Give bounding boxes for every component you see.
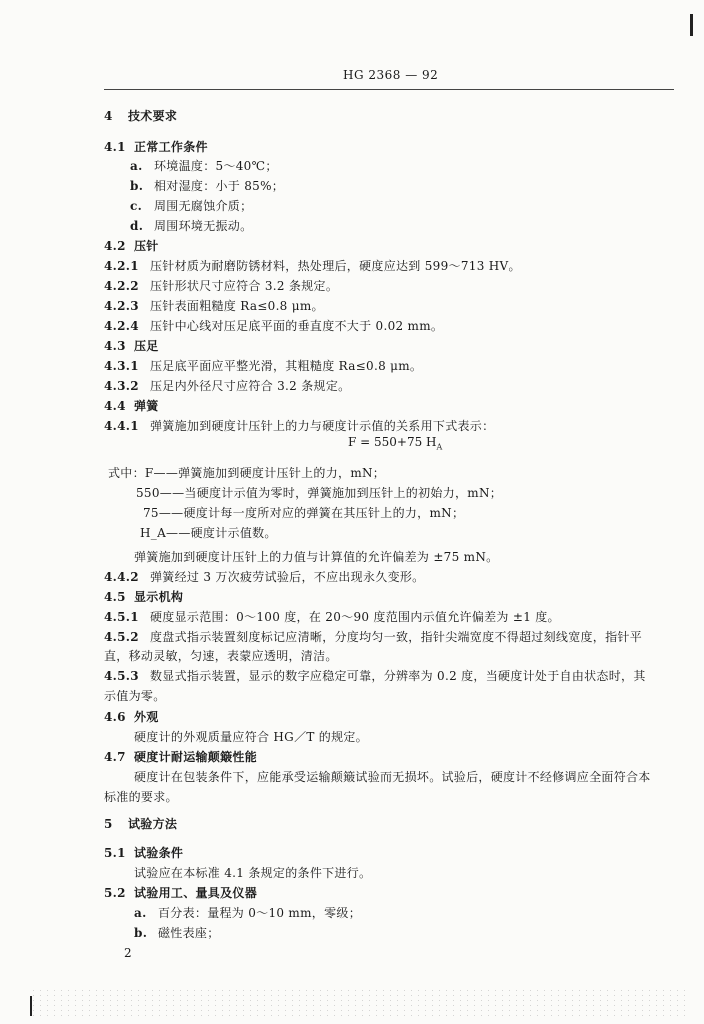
clause-text: 硬度计耐运输颠簸性能 [134,750,258,764]
clause-text: 直，移动灵敏，匀速，表蒙应透明，清洁。 [104,649,338,663]
text-line-w2 [136,485,502,501]
clause-text: 550——当硬度计示值为零时，弹簧施加到压针上的初始力，mN； [136,486,503,500]
clause-number: 5.2 [104,886,126,900]
text-line-s4-1d [130,218,252,234]
clause-text: 试验条件 [134,846,184,860]
text-line-w3 [143,505,464,521]
clause-number: d. [130,219,144,233]
text-line-s4-7 [104,749,257,765]
clause-number: b. [130,179,144,193]
clause-text: 试验用工、量具及仪器 [134,886,258,900]
clause-text: 压针 [134,239,159,253]
text-line-s4-3-1 [104,358,422,374]
clause-number: a. [134,906,147,920]
text-line-s5-2b [134,925,220,941]
text-line-s5-2 [104,885,257,901]
clause-number: c. [130,199,143,213]
clause-number: 4.2.2 [104,279,139,293]
text-line-s4-5-3b [104,688,166,704]
text-line-s4-2-4 [104,318,443,334]
clause-text: 数显式指示装置，显示的数字应稳定可靠，分辨率为 0.2 度，当硬度计处于自由状态时，其 [150,669,646,683]
clause-text: 硬度计的外观质量应符合 HG／T 的规定。 [134,730,368,744]
clause-number: b. [134,926,148,940]
clause-number: 5 [104,817,113,831]
text-line-s5-1 [104,845,183,861]
clause-text: 显示机构 [134,590,184,604]
clause-number: a. [130,159,143,173]
standard-code-header: HG 2368 — 92 [343,68,439,82]
clause-number: 4.5.2 [104,630,139,644]
text-line-s4-2 [104,238,159,254]
clause-text: 弹簧施加到硬度计压针上的力值与计算值的允许偏差为 ±75 mN。 [134,550,499,564]
text-line-s4-2-1 [104,258,521,274]
text-line-s5 [104,816,177,832]
clause-number: 4.3 [104,339,126,353]
text-line-s4-5-2b [104,648,338,664]
formula-subscript: A [436,442,443,452]
text-line-s4-1 [104,139,208,155]
clause-number: 5.1 [104,846,126,860]
page-number: 2 [124,946,132,960]
clause-number: 4.5.3 [104,669,139,683]
clause-text: 压针表面粗糙度 Ra≤0.8 μm。 [150,299,324,313]
clause-text: 压针材质为耐磨防锈材料，热处理后，硬度应达到 599～713 HV。 [150,259,521,273]
clause-number: 4.2.4 [104,319,139,333]
clause-text: 压针中心线对压足底平面的垂直度不大于 0.02 mm。 [150,319,444,333]
text-line-s4 [104,108,177,124]
clause-text: 百分表：量程为 0～10 mm，零级； [158,906,361,920]
clause-text: 示值为零。 [104,689,166,703]
clause-text: 硬度显示范围：0～100 度，在 20～90 度范围内示值允许偏差为 ±1 度。 [150,610,560,624]
text-line-s4-5-1 [104,609,560,625]
clause-text: 标准的要求。 [104,790,178,804]
clause-number: 4.2.3 [104,299,139,313]
clause-text: 压针形状尺寸应符合 3.2 条规定。 [150,279,339,293]
text-line-s4-5-3a [104,668,646,684]
clause-number: 4.4 [104,399,126,413]
clause-text: 度盘式指示装置刻度标记应清晰，分度均匀一致，指针尖端宽度不得超过刻线宽度，指针平 [150,630,643,644]
clause-text: 硬度计在包装条件下，应能承受运输颠簸试验而无损坏。试验后，硬度计不经修调应全面符合本 [134,770,651,784]
text-line-s4-7b [104,789,178,805]
clause-number: 4.5.1 [104,610,139,624]
clause-text: 压足底平面应平整光滑，其粗糙度 Ra≤0.8 μm。 [150,359,423,373]
text-line-s4-3 [104,338,159,354]
text-line-w5 [134,549,498,565]
text-line-s4-5 [104,589,183,605]
clause-number: 4.2.1 [104,259,139,273]
clause-text: 弹簧 [134,399,159,413]
text-line-s5-1t [134,865,371,881]
clause-text: 正常工作条件 [134,140,208,154]
clause-text: 磁性表座； [158,926,220,940]
scan-edge-mark-top [690,14,693,36]
clause-text: 相对湿度：小于 85%； [154,179,285,193]
clause-number: 4.3.2 [104,379,139,393]
text-line-s4-4-1 [104,418,494,434]
header-rule [104,89,674,90]
clause-number: 4.5 [104,590,126,604]
scan-noise [30,988,690,1018]
text-line-s4-6 [104,709,159,725]
text-line-s4-1b [130,178,284,194]
text-line-s5-2a [134,905,361,921]
clause-number: 4.7 [104,750,126,764]
formula-main: F = 550+75 H [348,435,437,449]
text-line-s4-4 [104,398,159,414]
clause-number: 4.3.1 [104,359,139,373]
clause-text: 周围无腐蚀介质； [154,199,253,213]
clause-text: 周围环境无振动。 [154,219,253,233]
clause-number: 4 [104,109,113,123]
clause-text: H_A——硬度计示值数。 [140,526,277,540]
clause-text: 环境温度：5～40℃； [154,159,278,173]
text-line-w1 [108,465,385,481]
clause-text: 式中：F——弹簧施加到硬度计压针上的力，mN； [108,466,386,480]
text-line-s4-1c [130,198,252,214]
clause-text: 弹簧施加到硬度计压针上的力与硬度计示值的关系用下式表示： [150,419,495,433]
clause-text: 试验方法 [128,817,178,831]
clause-number: 4.4.1 [104,419,139,433]
text-line-s4-2-2 [104,278,338,294]
clause-text: 75——硬度计每一度所对应的弹簧在其压针上的力，mN； [143,506,465,520]
text-line-s4-4-2 [104,569,424,585]
clause-text: 技术要求 [128,109,178,123]
clause-text: 弹簧经过 3 万次疲劳试验后，不应出现永久变形。 [150,570,425,584]
clause-number: 4.6 [104,710,126,724]
text-line-s4-6t [134,729,368,745]
text-line-s4-3-2 [104,378,350,394]
spring-force-formula [348,435,442,451]
text-line-s4-2-3 [104,298,324,314]
clause-text: 压足 [134,339,159,353]
text-line-s4-1a [130,158,278,174]
text-line-s4-7a [134,769,651,785]
text-line-s4-5-2a [104,629,642,645]
clause-number: 4.1 [104,140,126,154]
clause-text: 外观 [134,710,159,724]
clause-number: 4.4.2 [104,570,139,584]
clause-number: 4.2 [104,239,126,253]
text-line-w4 [140,525,277,541]
clause-text: 压足内外径尺寸应符合 3.2 条规定。 [150,379,351,393]
clause-text: 试验应在本标准 4.1 条规定的条件下进行。 [134,866,372,880]
